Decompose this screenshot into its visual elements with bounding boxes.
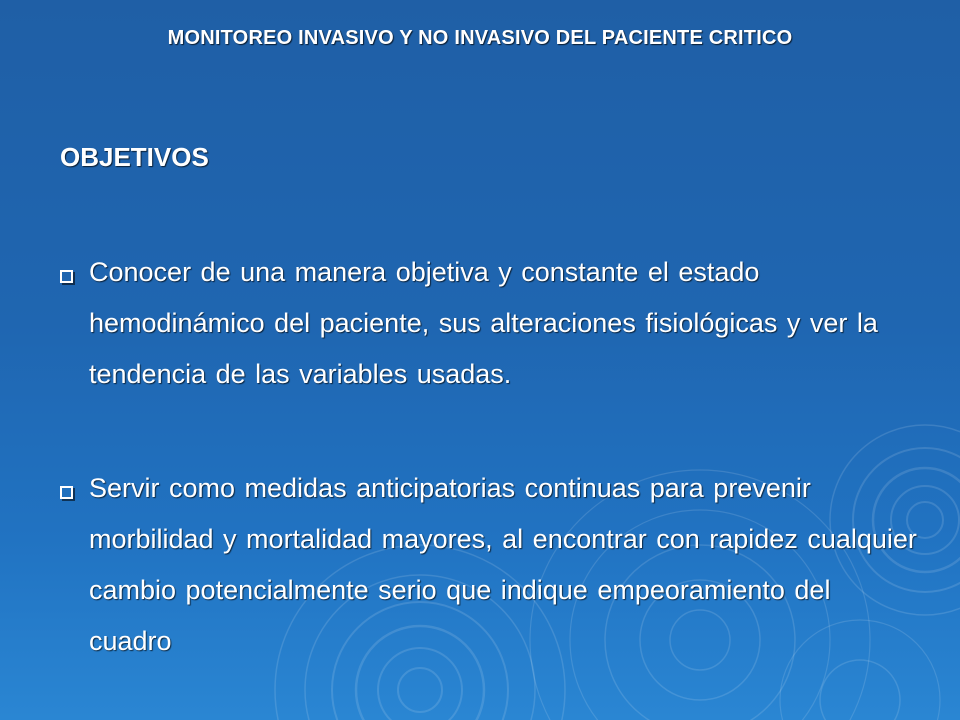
- bullet-text: Conocer de una manera objetiva y constante el estado hemodinámico del paciente, sus alteraciones fisiológicas y ver la tendencia de las variables usadas.: [89, 257, 878, 389]
- checkbox-bullet-icon: [60, 270, 73, 283]
- slide-title: MONITOREO INVASIVO Y NO INVASIVO DEL PACIENTE CRITICO: [167, 27, 793, 49]
- checkbox-bullet-icon: [60, 486, 73, 499]
- section-heading: OBJETIVOS: [60, 142, 209, 172]
- bullet-item: [60, 258, 920, 400]
- bullet-item: [60, 474, 920, 667]
- bullet-text: Servir como medidas anticipatorias continuas para prevenir morbilidad y mortalidad mayores, al encontrar con rapidez cualquier cambio potencialmente serio que indique empeoramiento del cuadro: [89, 473, 917, 656]
